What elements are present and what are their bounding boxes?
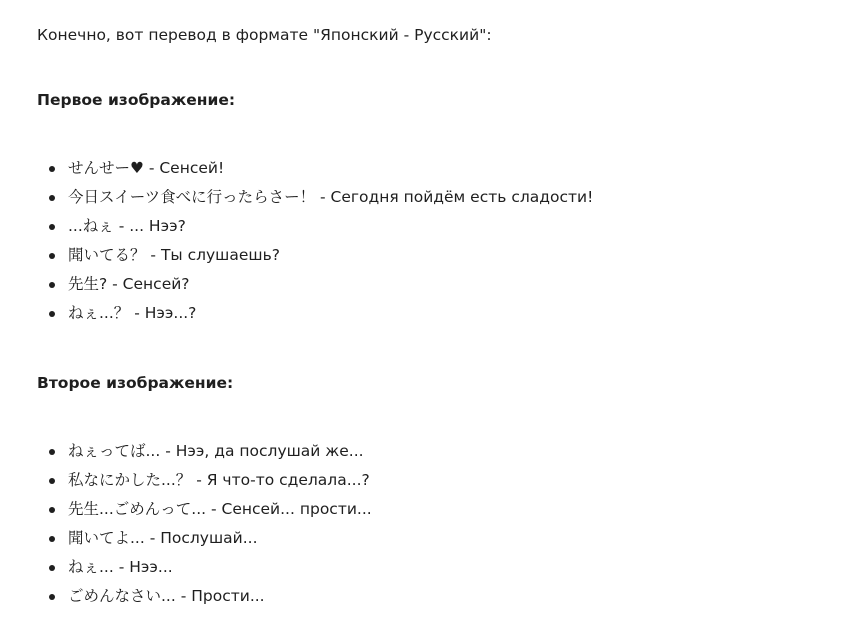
bullet-icon: [49, 224, 55, 230]
list-item: [37, 183, 837, 212]
list-item: [37, 154, 837, 183]
bullet-icon: [49, 536, 55, 542]
intro-text: Конечно, вот перевод в формате "Японский - Русский":: [37, 26, 492, 44]
list-item: [37, 466, 837, 495]
bullet-icon: [49, 166, 55, 172]
list-item: [37, 495, 837, 524]
list-item-text: ねぇ...？ - Нээ...?: [68, 304, 197, 322]
list-item: [37, 582, 837, 611]
translation-list-second-image: [37, 437, 837, 611]
list-item-text: せんせー♥ - Сенсей!: [68, 159, 225, 177]
list-item-text: ねぇ... - Нээ...: [68, 558, 173, 576]
list-item-text: ...ねぇ - ... Нээ?: [68, 217, 186, 235]
chat-response: [37, 24, 837, 611]
bullet-icon: [49, 253, 55, 259]
list-item-text: ごめんなさい... - Прости...: [68, 587, 265, 605]
list-item-text: 私なにかした...？ - Я что-то сделала...?: [68, 471, 370, 489]
bullet-icon: [49, 478, 55, 484]
bullet-icon: [49, 507, 55, 513]
list-item-text: 先生...ごめんって... - Сенсей... прости...: [68, 500, 372, 518]
translation-list-first-image: [37, 154, 837, 328]
list-item-text: 聞いてよ... - Послушай...: [68, 529, 258, 547]
bullet-icon: [49, 594, 55, 600]
list-item: [37, 270, 837, 299]
section-heading-second-image: Второе изображение:: [37, 374, 234, 392]
bullet-icon: [49, 195, 55, 201]
section-heading-first-image: Первое изображение:: [37, 91, 236, 109]
list-item: [37, 241, 837, 270]
bullet-icon: [49, 449, 55, 455]
list-item: [37, 553, 837, 582]
list-item-text: 今日スイーツ食べに行ったらさー！ - Сегодня пойдём есть сладости!: [68, 188, 594, 206]
list-item: [37, 437, 837, 466]
list-item: [37, 524, 837, 553]
bullet-icon: [49, 311, 55, 317]
bullet-icon: [49, 282, 55, 288]
list-item: [37, 299, 837, 328]
list-item-text: ねぇってば... - Нээ, да послушай же...: [68, 442, 364, 460]
list-item: [37, 212, 837, 241]
bullet-icon: [49, 565, 55, 571]
list-item-text: 聞いてる？ - Ты слушаешь?: [68, 246, 280, 264]
list-item-text: 先生? - Сенсей?: [68, 275, 190, 293]
